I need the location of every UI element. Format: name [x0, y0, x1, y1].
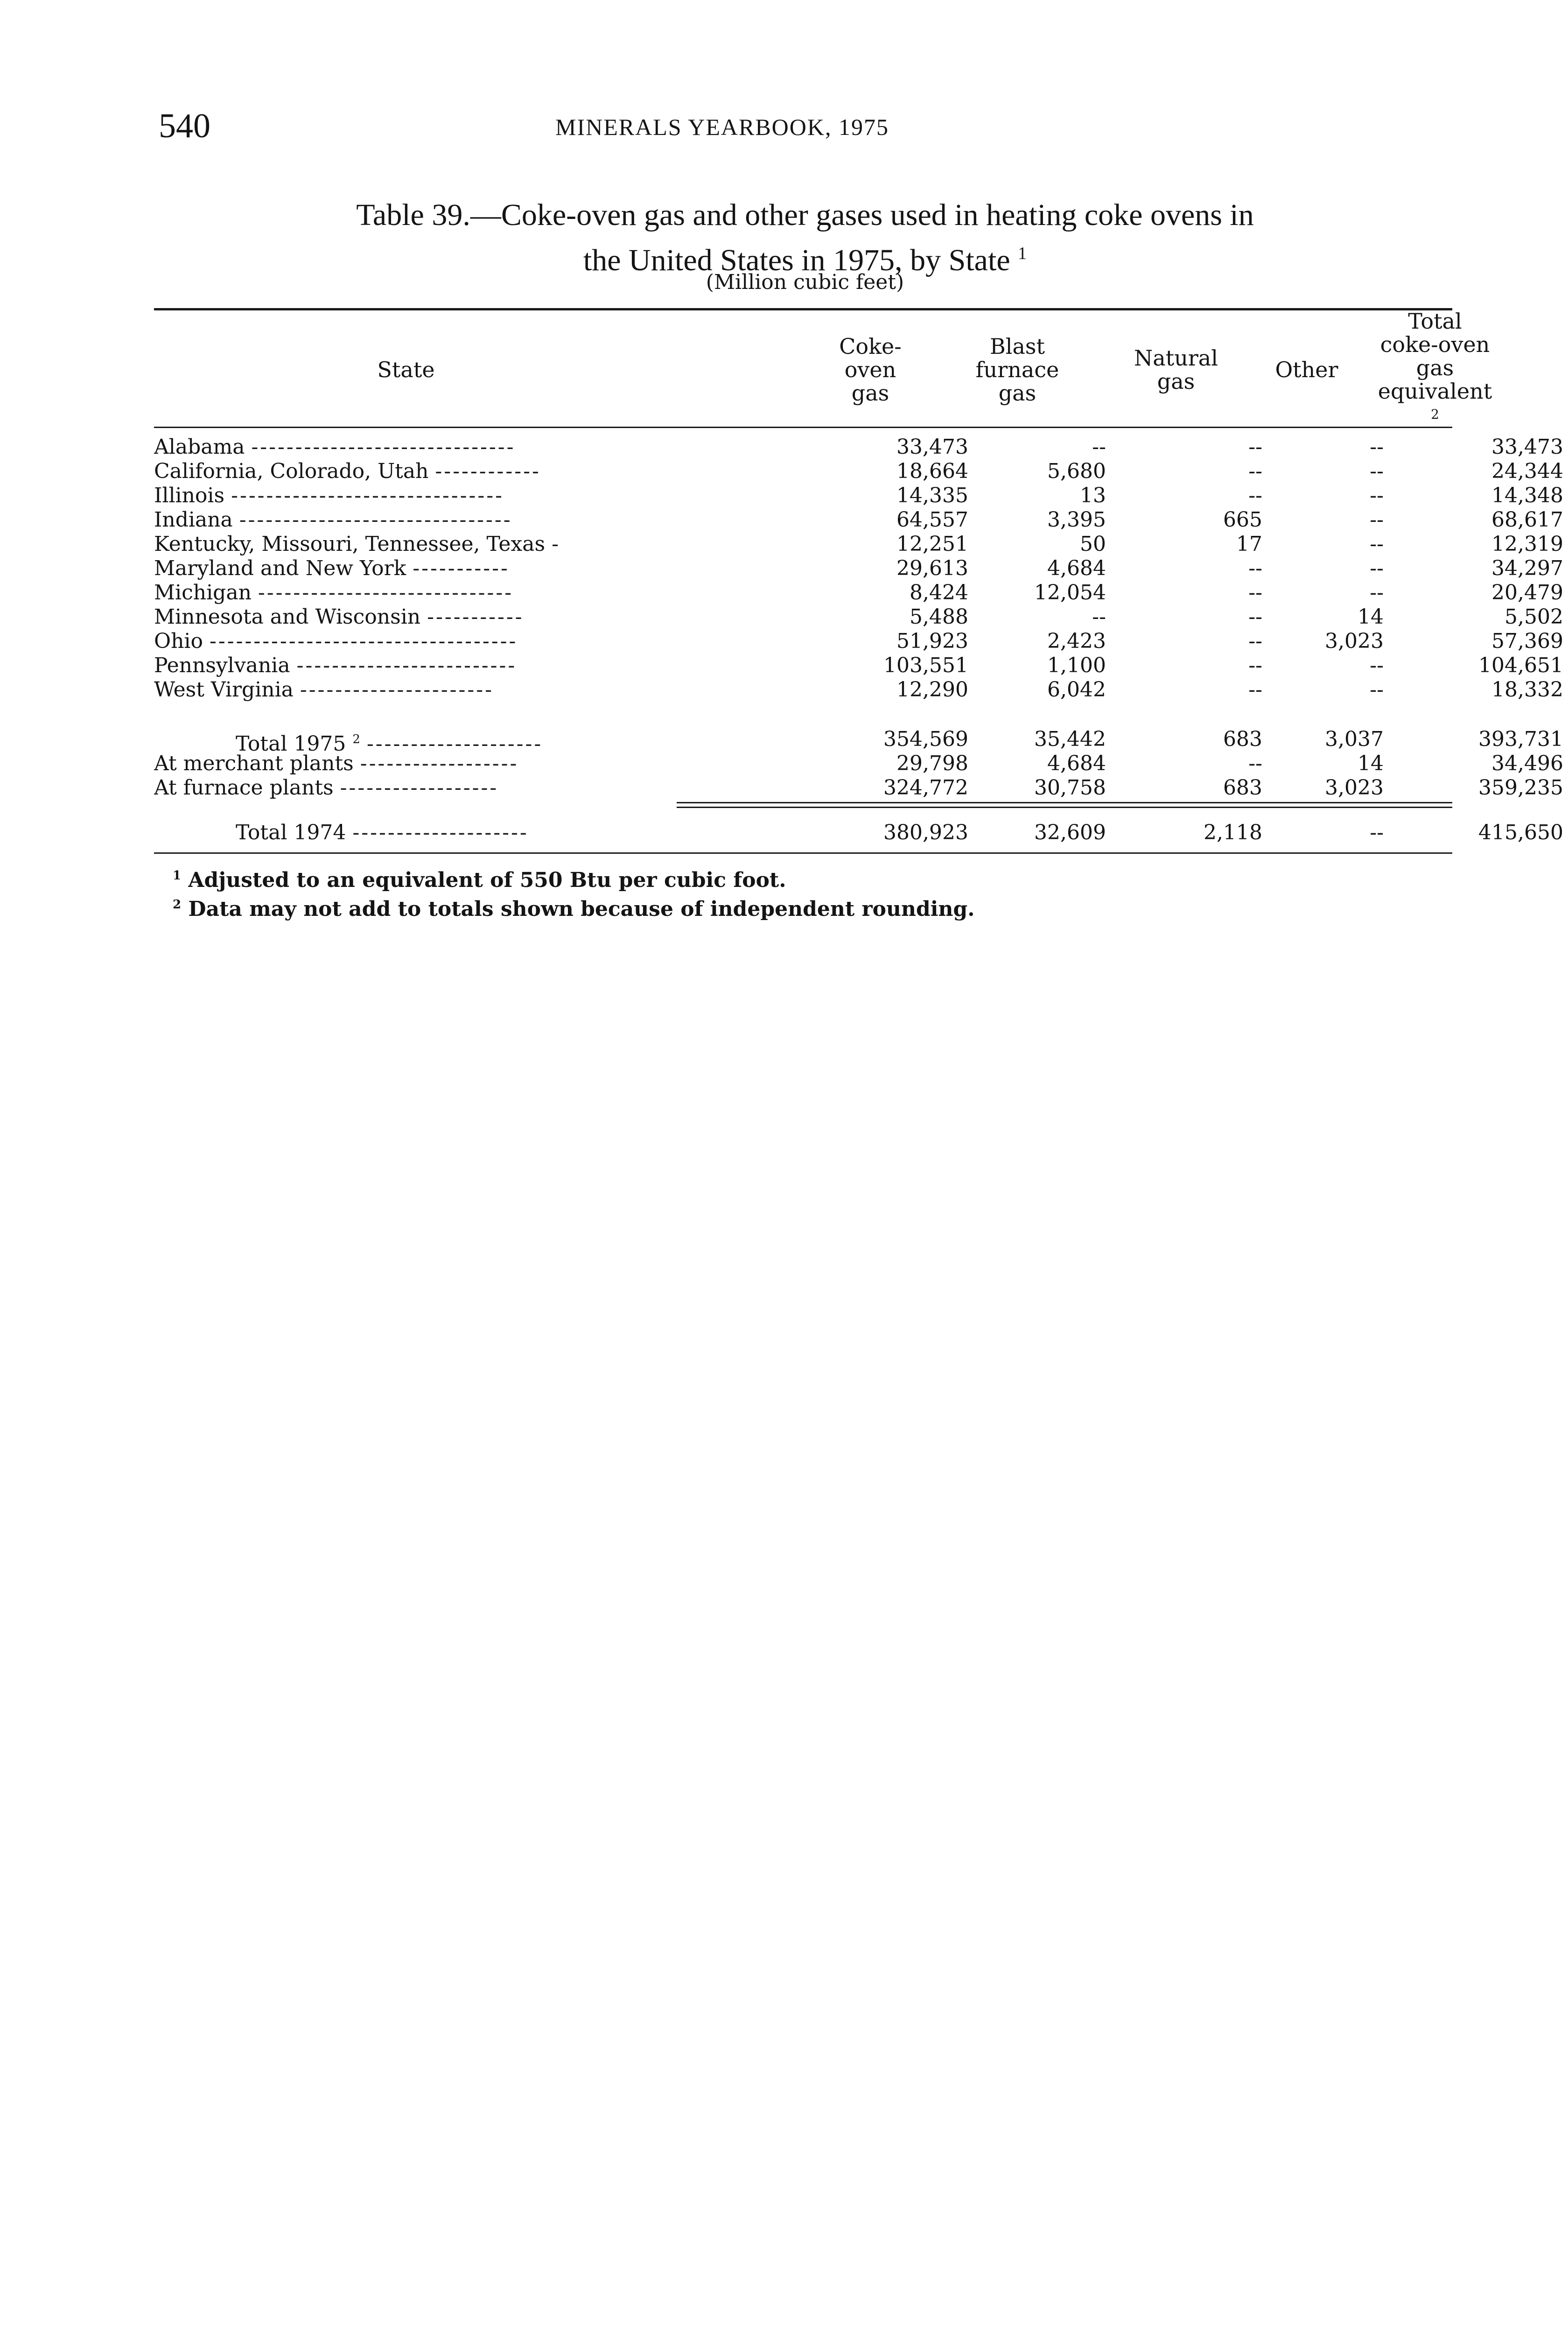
cell-other: 3,037 [1325, 727, 1384, 751]
cell-natural: 665 [1223, 508, 1262, 532]
cell-natural: -- [1248, 459, 1262, 483]
dot-leader: -------------------- [352, 821, 529, 844]
total-rule-lower [677, 807, 1452, 808]
cell-other: -- [1370, 556, 1384, 580]
running-title: MINERALS YEARBOOK, 1975 [555, 114, 889, 140]
cell-natural: 2,118 [1204, 821, 1262, 844]
table-row [154, 435, 1563, 459]
cell-total: 18,332 [1491, 678, 1563, 702]
header-coke-oven-line2: oven [844, 357, 896, 382]
header-coke-oven-line1: Coke- [839, 334, 902, 359]
cell-other: -- [1370, 484, 1384, 507]
footnote-mark: 2 [173, 898, 182, 912]
footnote-mark: 2 [352, 732, 360, 746]
table-row [154, 556, 1563, 581]
state-label: California, Colorado, Utah [154, 459, 429, 483]
cell-coke-oven: 354,569 [883, 727, 968, 751]
cell-natural: -- [1248, 629, 1262, 653]
row-state [154, 629, 658, 654]
footnote-mark: 1 [173, 869, 182, 883]
state-label: Maryland and New York [154, 556, 406, 580]
state-label: Total 1975 [236, 732, 346, 756]
table-row [154, 508, 1563, 532]
header-natural-line2: gas [1157, 369, 1195, 394]
cell-total: 34,496 [1491, 752, 1563, 775]
table-bottom-rule [154, 852, 1452, 854]
header-total-line3: gas [1416, 355, 1454, 380]
summary-row-total-1974 [154, 821, 1563, 845]
header-total-line4 [1367, 380, 1503, 430]
cell-natural: -- [1248, 752, 1262, 775]
cell-natural: -- [1248, 484, 1262, 507]
cell-blast-furnace: 30,758 [1034, 776, 1106, 800]
cell-coke-oven: 33,473 [896, 435, 968, 459]
header-other-label: Other [1275, 357, 1338, 382]
cell-coke-oven: 64,557 [896, 508, 968, 532]
cell-blast-furnace: 4,684 [1047, 752, 1106, 775]
cell-other: -- [1370, 678, 1384, 702]
cell-total: 57,369 [1491, 629, 1563, 653]
table-top-rule [154, 308, 1452, 310]
table-row [154, 654, 1563, 678]
row-state [236, 821, 658, 845]
cell-blast-furnace: 13 [1080, 484, 1106, 507]
cell-other: -- [1370, 581, 1384, 605]
cell-natural: -- [1248, 581, 1262, 605]
cell-blast-furnace: 35,442 [1034, 727, 1106, 751]
cell-blast-furnace: 6,042 [1047, 678, 1106, 702]
row-state [154, 556, 658, 581]
header-state-label: State [377, 357, 435, 382]
row-state [154, 508, 658, 532]
cell-blast-furnace: 4,684 [1047, 556, 1106, 580]
dot-leader: -------------------- [366, 732, 543, 756]
row-state [154, 752, 658, 776]
summary-row-total-1975 [154, 727, 1563, 756]
row-state [154, 581, 658, 605]
table-row [154, 581, 1563, 605]
cell-total: 359,235 [1478, 776, 1563, 800]
table-row [154, 629, 1563, 654]
cell-blast-furnace: 1,100 [1047, 654, 1106, 677]
header-coke-oven-line3: gas [851, 380, 889, 406]
cell-blast-furnace: 3,395 [1047, 508, 1106, 532]
cell-total: 33,473 [1491, 435, 1563, 459]
table-title [154, 196, 1456, 280]
cell-coke-oven: 18,664 [896, 459, 968, 483]
header-state [154, 314, 658, 426]
row-state [154, 605, 658, 629]
cell-natural: -- [1248, 556, 1262, 580]
table-row [154, 605, 1563, 629]
cell-natural: -- [1248, 654, 1262, 677]
cell-total: 14,348 [1491, 484, 1563, 507]
cell-total: 24,344 [1491, 459, 1563, 483]
header-natural-line1: Natural [1134, 345, 1218, 371]
cell-total: 5,502 [1505, 605, 1563, 629]
cell-natural: -- [1248, 678, 1262, 702]
header-total-line4-text: equivalent [1378, 378, 1492, 404]
cell-total: 34,297 [1491, 556, 1563, 580]
state-label: Minnesota and Wisconsin [154, 605, 421, 629]
cell-natural: -- [1248, 435, 1262, 459]
footnote [173, 864, 1433, 893]
dot-leader: ------------------ [360, 752, 519, 775]
table-title-line1: Table 39.—Coke-oven gas and other gases used in heating coke ovens in [356, 198, 1254, 232]
dot-leader: ------------------------------- [239, 508, 512, 532]
cell-blast-furnace: 2,423 [1047, 629, 1106, 653]
cell-blast-furnace: -- [1092, 435, 1106, 459]
state-label: Alabama [154, 435, 245, 459]
state-label: Indiana [154, 508, 233, 532]
dot-leader: ------------------ [340, 776, 499, 800]
state-label: At furnace plants [154, 776, 334, 800]
cell-total: 20,479 [1491, 581, 1563, 605]
header-coke-oven-gas [803, 314, 938, 426]
cell-total: 393,731 [1478, 727, 1563, 751]
state-label: Total 1974 [236, 821, 346, 844]
cell-other: 3,023 [1325, 776, 1384, 800]
dot-leader: ----------------------------------- [209, 629, 518, 653]
footnotes [173, 864, 1433, 921]
cell-other: -- [1370, 654, 1384, 677]
table-subtitle: (Million cubic feet) [706, 270, 904, 294]
header-blast-furnace-gas [943, 314, 1092, 426]
page-header [159, 105, 1008, 147]
dot-leader: ----------- [427, 605, 524, 629]
dot-leader: ------------------------------ [251, 435, 516, 459]
cell-coke-oven: 14,335 [896, 484, 968, 507]
header-blast-line2: furnace [975, 357, 1059, 382]
cell-natural: 683 [1223, 727, 1262, 751]
state-label: Kentucky, Missouri, Tennessee, Texas [154, 532, 546, 556]
cell-coke-oven: 380,923 [883, 821, 968, 844]
cell-total: 415,650 [1478, 821, 1563, 844]
table-row [154, 484, 1563, 508]
cell-other: 14 [1358, 605, 1384, 629]
footnote [173, 893, 1433, 921]
cell-blast-furnace: 50 [1080, 532, 1106, 556]
dot-leader: ------------------------- [296, 654, 517, 677]
state-label: West Virginia [154, 678, 294, 702]
cell-blast-furnace: 5,680 [1047, 459, 1106, 483]
dot-leader: ----------- [413, 556, 510, 580]
dot-leader: - [552, 532, 560, 556]
row-state [154, 532, 658, 556]
cell-coke-oven: 12,290 [896, 678, 968, 702]
cell-coke-oven: 324,772 [883, 776, 968, 800]
header-total-footnote-mark: 2 [1431, 406, 1439, 422]
header-total-equivalent [1367, 308, 1503, 426]
cell-total: 12,319 [1491, 532, 1563, 556]
cell-coke-oven: 5,488 [910, 605, 968, 629]
state-label: Illinois [154, 484, 225, 507]
table-row [154, 459, 1563, 484]
header-bottom-rule [154, 427, 1452, 428]
footnote-text: Adjusted to an equivalent of 550 Btu per cubic foot. [188, 868, 786, 892]
header-natural-gas [1106, 314, 1246, 426]
cell-other: -- [1370, 435, 1384, 459]
state-label: Pennsylvania [154, 654, 290, 677]
table-header [154, 308, 1492, 426]
dot-leader: ---------------------- [300, 678, 494, 702]
cell-other: 14 [1358, 752, 1384, 775]
title-footnote-mark: 1 [1018, 244, 1027, 263]
summary-row-furnace [154, 776, 1563, 800]
cell-natural: 683 [1223, 776, 1262, 800]
table-row [154, 678, 1563, 702]
cell-blast-furnace: 32,609 [1034, 821, 1106, 844]
row-state [154, 776, 658, 800]
header-total-line1: Total [1408, 308, 1462, 334]
cell-natural: -- [1248, 605, 1262, 629]
dot-leader: ------------ [435, 459, 541, 483]
row-state [154, 459, 658, 484]
cell-coke-oven: 8,424 [910, 581, 968, 605]
cell-other: 3,023 [1325, 629, 1384, 653]
header-blast-line3: gas [998, 380, 1036, 406]
cell-coke-oven: 103,551 [883, 654, 968, 677]
row-state [154, 678, 658, 702]
page-number: 540 [159, 107, 210, 145]
header-total-line2: coke-oven [1380, 331, 1490, 357]
table-title-line2-text: the United States in 1975, by State [583, 243, 1010, 277]
footnote-text: Data may not add to totals shown because of independent rounding. [188, 897, 975, 921]
state-label: Michigan [154, 581, 252, 605]
header-blast-line1: Blast [989, 334, 1045, 359]
cell-coke-oven: 51,923 [896, 629, 968, 653]
cell-natural: 17 [1236, 532, 1262, 556]
cell-other: -- [1370, 821, 1384, 844]
dot-leader: ----------------------------- [258, 581, 514, 605]
cell-other: -- [1370, 532, 1384, 556]
cell-total: 68,617 [1491, 508, 1563, 532]
cell-blast-furnace: -- [1092, 605, 1106, 629]
dot-leader: ------------------------------- [231, 484, 504, 507]
summary-row-merchant [154, 752, 1563, 776]
table-row [154, 532, 1563, 556]
total-rule-upper [677, 802, 1452, 803]
row-state [154, 484, 658, 508]
cell-coke-oven: 29,798 [896, 752, 968, 775]
cell-coke-oven: 29,613 [896, 556, 968, 580]
row-state [154, 435, 658, 459]
row-state [154, 654, 658, 678]
cell-other: -- [1370, 508, 1384, 532]
state-label: Ohio [154, 629, 203, 653]
header-other [1246, 314, 1367, 426]
cell-other: -- [1370, 459, 1384, 483]
cell-coke-oven: 12,251 [896, 532, 968, 556]
cell-blast-furnace: 12,054 [1034, 581, 1106, 605]
cell-total: 104,651 [1478, 654, 1563, 677]
state-label: At merchant plants [154, 752, 354, 775]
